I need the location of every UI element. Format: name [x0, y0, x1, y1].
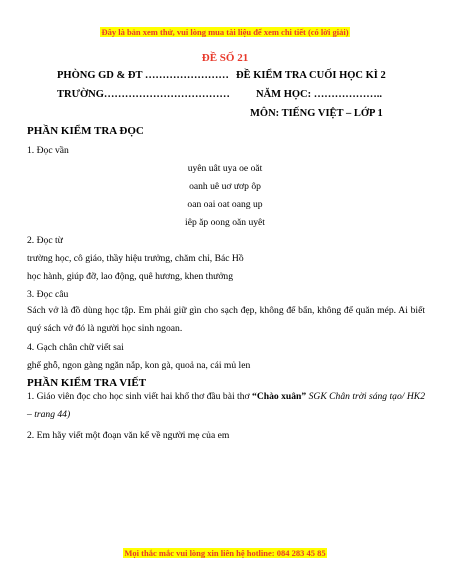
exam-number-title: ĐỀ SỐ 21: [201, 52, 249, 64]
textbook-reference: SGK Chân trời sáng tạo/ HK2 – trang 44): [27, 391, 425, 420]
question-4-label: 4. Gạch chân chữ viết sai: [27, 342, 124, 353]
rhyme-line: oan oai oat oang up: [187, 199, 263, 210]
question-2-label: 2. Đọc từ: [27, 235, 63, 246]
rhyme-line: iêp ăp oong oăn uyêt: [185, 217, 265, 228]
rhyme-line: oanh uê uơ ươp ôp: [189, 181, 261, 192]
school-year-line: NĂM HỌC: ………………..: [256, 89, 382, 100]
writing-question-1: [27, 388, 425, 424]
rhyme-line: uyên uât uya oe oăt: [187, 163, 263, 174]
school-line: TRƯỜNG………………………………: [57, 89, 230, 100]
reading-section-heading: PHẦN KIỂM TRA ĐỌC: [27, 125, 144, 137]
writing-section-heading: PHẦN KIỂM TRA VIẾT: [27, 377, 147, 389]
preview-banner: [0, 27, 450, 37]
question-3-label: 3. Đọc câu: [27, 289, 69, 300]
preview-banner-text: Đây là bản xem thử, vui lòng mua tài liệu để xem chi tiết (có lời giải): [101, 27, 349, 37]
words-line: học hành, giúp đỡ, lao động, quê hương, khen thưởng: [27, 271, 234, 282]
reading-sentence: Sách vở là đồ dùng học tập. Em phải giữ gìn cho sạch đẹp, không để bẩn, không để quăn mép. Ai biết quý sách vở đó là người học sinh ngoan.: [27, 305, 425, 334]
writing-q1-text: 1. Giáo viên đọc cho học sinh viết hai khổ thơ đầu bài thơ: [27, 391, 253, 402]
subject-line: MÔN: TIẾNG VIỆT – LỚP 1: [250, 108, 383, 119]
misspelled-words-line: ghế ghỗ, ngon gàng ngăn nắp, kon gà, quoả na, cái mủ len: [27, 360, 251, 371]
words-line: trường học, cô giáo, thầy hiệu trưởng, chăm chỉ, Bác Hồ: [27, 253, 244, 264]
hotline-banner-text: Mọi thắc mắc vui lòng xin liên hệ hotline: 084 283 45 85: [124, 548, 326, 558]
question-1-label: 1. Đọc vần: [27, 145, 69, 156]
exam-title: ĐỀ KIỂM TRA CUỐI HỌC KÌ 2: [236, 70, 386, 81]
writing-question-2: 2. Em hãy viết một đoạn văn kể về người mẹ của em: [27, 430, 230, 441]
department-line: PHÒNG GD & ĐT ……………………: [57, 70, 229, 81]
hotline-banner: [0, 548, 450, 558]
poem-title: “Chào xuân”: [252, 391, 307, 402]
